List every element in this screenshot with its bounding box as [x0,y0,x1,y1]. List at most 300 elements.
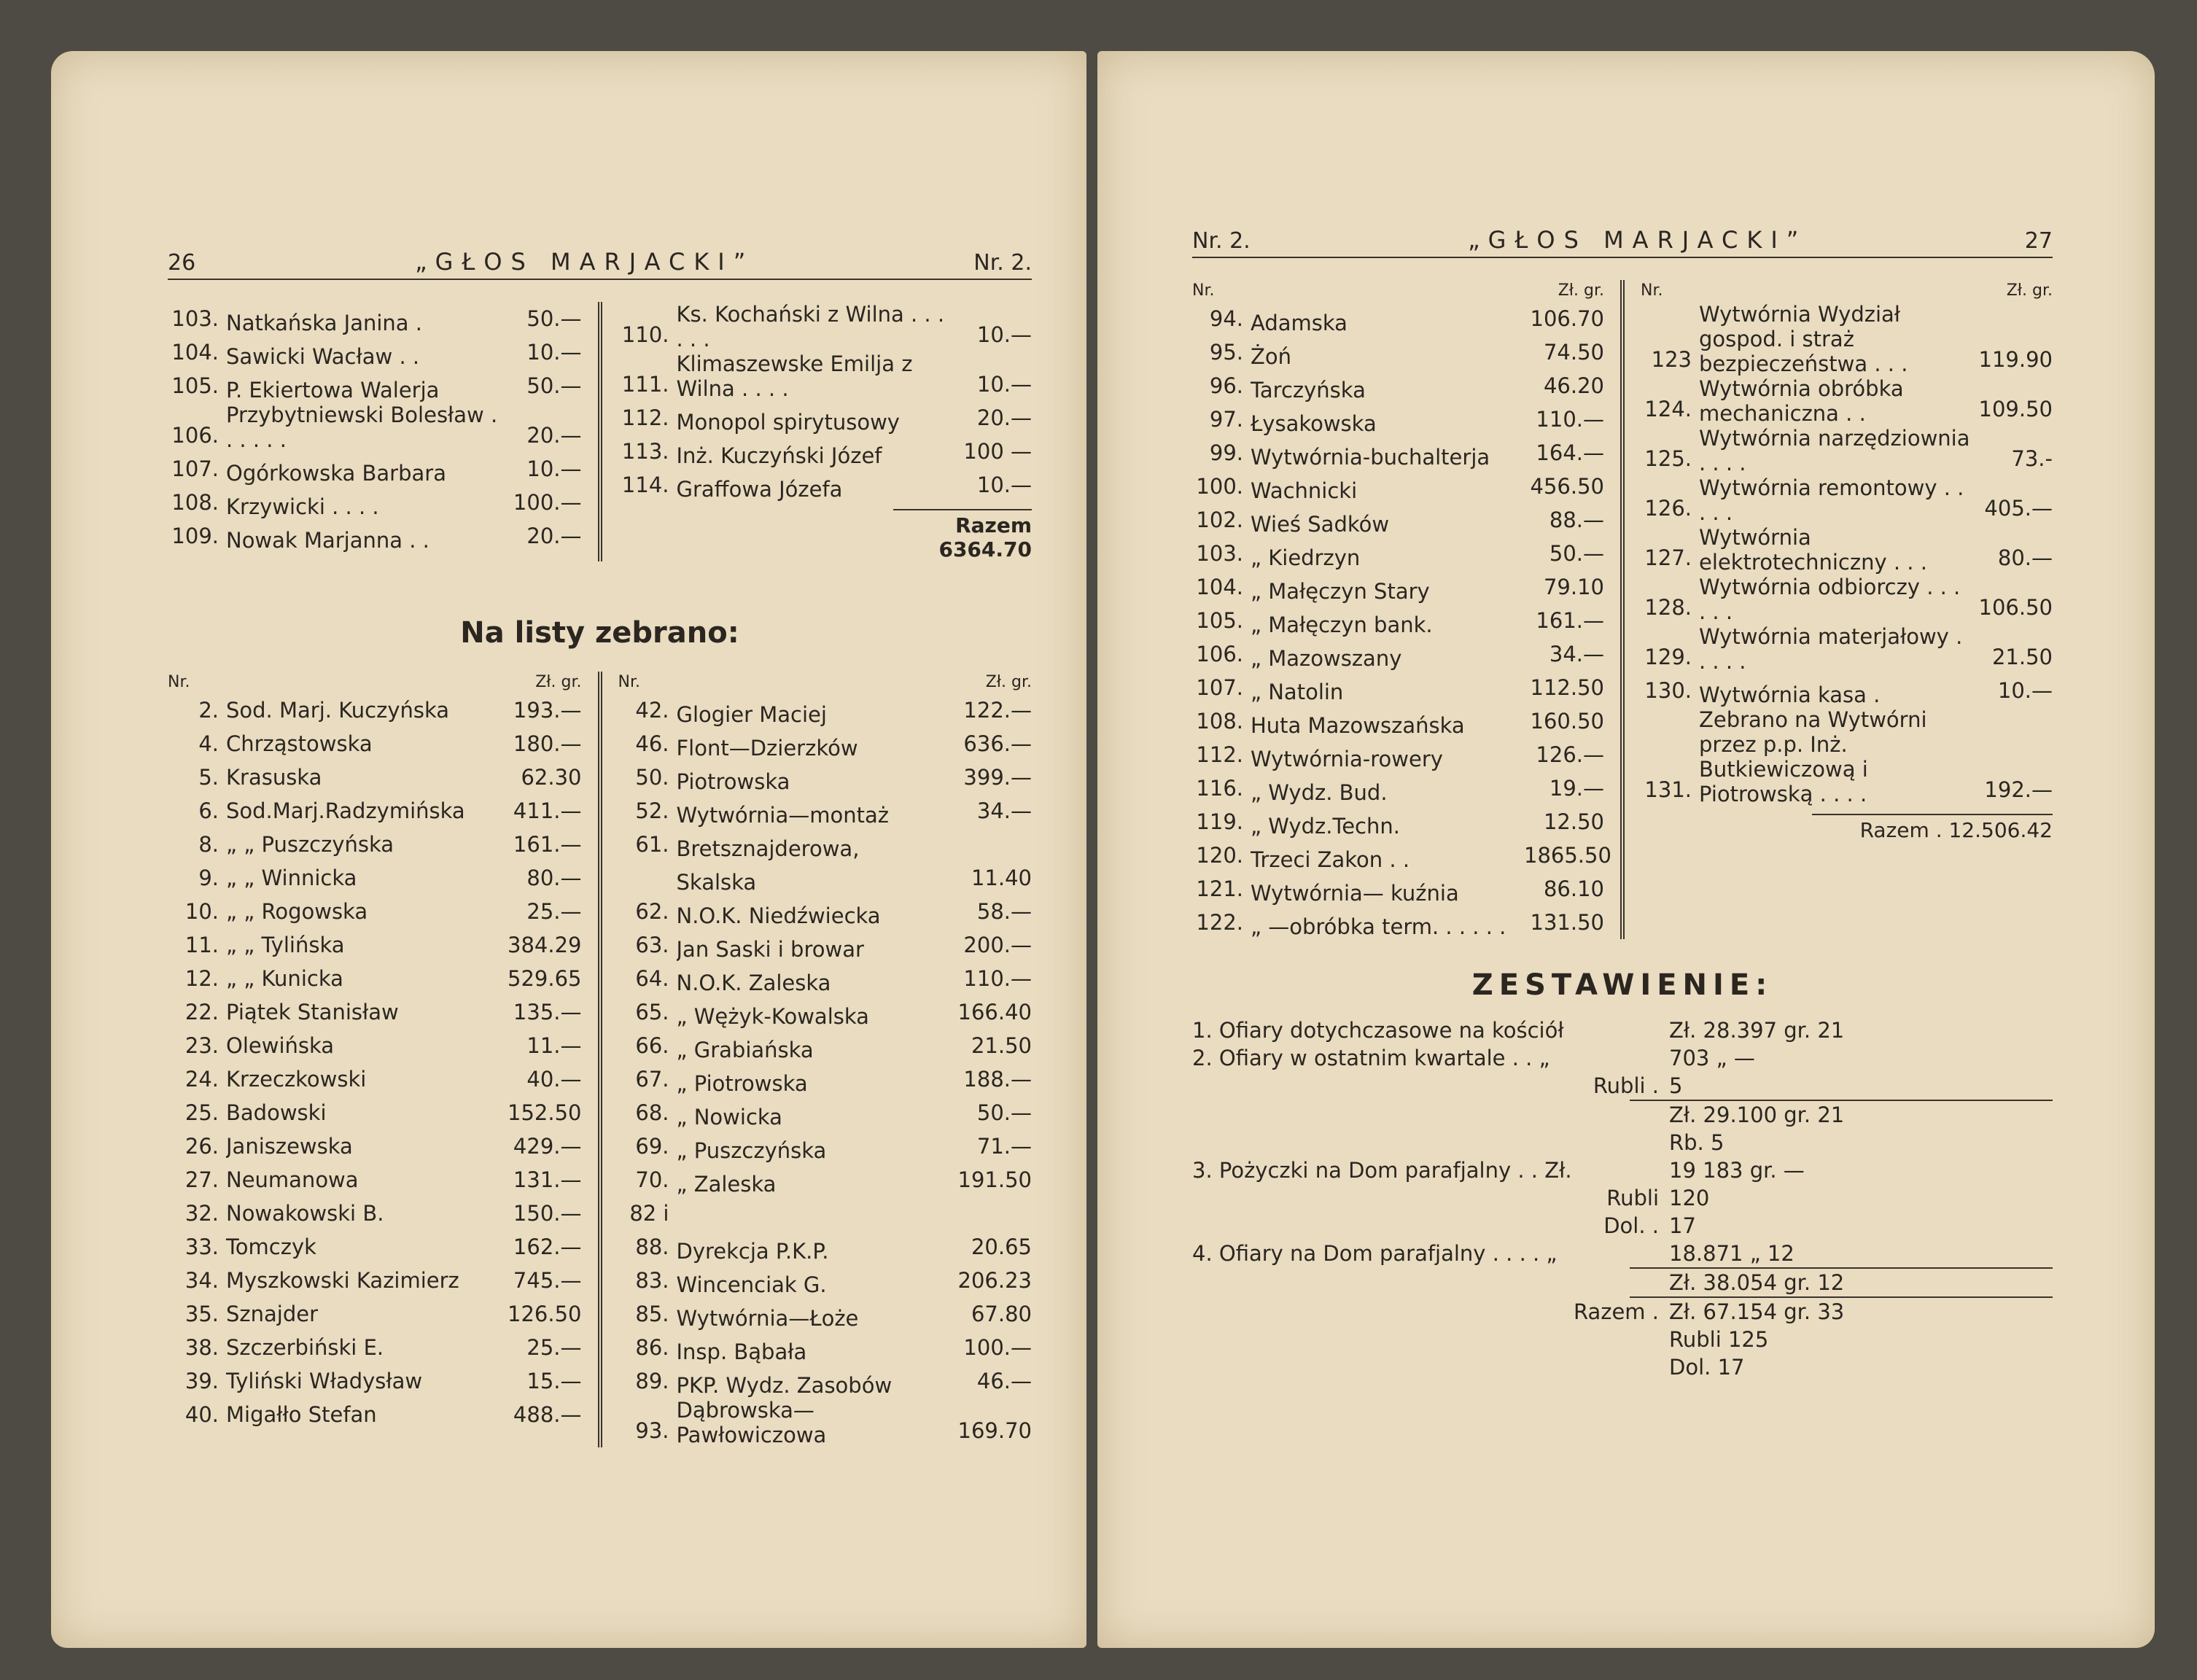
entry-amt: 106.70 [1530,306,1604,331]
entry-name: Piątek Stanisław [226,1000,399,1024]
entry-amt: 10.— [976,322,1032,347]
entry-nr: 66. [635,1033,669,1058]
list-item [618,1398,1033,1447]
entry-amt: 86.10 [1543,876,1604,901]
entry-name: „ Kiedrzyn [1251,545,1361,570]
summary-value: Zł. 38.054 gr. 12 [1669,1270,1845,1295]
list-item [1192,771,1604,805]
entry-name: Insp. Bąbała [676,1339,807,1364]
entry-name: „ „ Rogowska [226,899,368,924]
summary-row [1192,1156,2053,1184]
entry-amt: 488.— [513,1402,582,1427]
summary-row [1192,1240,2053,1267]
entry-name: Nowakowski B. [226,1201,384,1226]
list-item [618,1129,1033,1163]
list-item [1192,302,1604,335]
entry-name: Wytwórnia—Łoże [676,1306,859,1331]
list-item [618,861,1033,895]
entry-amt: 131.50 [1530,910,1604,935]
column-header [618,672,1033,693]
entry-amt: 456.50 [1530,474,1604,499]
entry-nr: 39. [184,1369,219,1393]
left-page [51,51,1086,1648]
entry-nr: 64. [635,966,669,991]
list-item [618,1297,1033,1331]
entry-nr: 112. [1196,742,1243,767]
summary-label: Dol. . [1603,1213,1659,1238]
entry-name: P. Ekiertowa Walerja [226,378,440,402]
right-col1 [1192,280,1611,939]
entry-nr: 102. [1196,508,1243,532]
entry-amt: 100 — [963,439,1032,464]
entry-name: „ „ Winnicka [226,866,357,890]
right-header [1192,226,2053,258]
list-item [618,1062,1033,1096]
entry-amt: 745.— [513,1268,582,1293]
list-item [168,1096,582,1129]
entry-name: Jan Saski i browar [676,937,864,962]
entry-name: Wytwórnia odbiorczy . . . . . . [1699,575,1961,624]
entry-amt: 126.50 [508,1302,582,1326]
entry-name: „ Zaleska [676,1172,777,1197]
summary-label: 1. Ofiary dotychczasowe na kościół [1192,1018,1564,1043]
entry-name: Ks. Kochański z Wilna . . . . . . [676,302,945,351]
entry-name: Adamska [1251,311,1348,335]
right-page-content [1192,226,2053,1381]
entry-name: „ Wydz. Bud. [1251,780,1388,805]
entry-amt: 67.80 [971,1302,1032,1326]
entry-name: Wytwórnia Wydział gospod. i straż bezpieczeństwa . . . [1699,302,1908,376]
right-page [1097,51,2155,1648]
summary-label: Rubli [1606,1186,1659,1210]
summary-table [1192,1016,2053,1381]
entry-amt: 206.23 [957,1268,1032,1293]
list-item [1192,637,1604,671]
list-item [618,1331,1033,1364]
entry-nr: 108. [1196,709,1243,734]
entry-amt: 110.— [963,966,1032,991]
list-item [168,1029,582,1062]
section-title: Na listy zebrano: [460,616,739,650]
entry-nr: 94. [1209,306,1243,331]
entry-nr: 114. [621,472,669,497]
list-item [168,1163,582,1197]
list-item [168,962,582,995]
entry-amt: 20.— [526,524,582,548]
list-item [618,761,1033,794]
list-item [618,302,1033,351]
list-item [168,761,582,794]
entry-amt: 10.— [526,340,582,365]
collection-col1 [168,672,582,1447]
list-item [618,727,1033,761]
entry-name: Wieś Sadków [1251,512,1390,537]
entry-name: Nowak Marjanna . . [226,528,429,553]
summary-value: 5 [1669,1073,1683,1098]
list-item [618,962,1033,995]
entry-nr: 26. [184,1134,219,1159]
entry-nr: 108. [171,490,219,515]
entry-nr: 105. [1196,608,1243,633]
entry-nr: 105. [171,373,219,398]
entry-name: Wytwórnia remontowy . . . . . [1699,475,1964,525]
right-total: Razem . 12.506.42 [1812,814,2053,842]
entry-nr: 103. [1196,541,1243,566]
summary-row [1192,1016,2053,1044]
entry-amt: 50.— [976,1100,1032,1125]
column-divider [1620,280,1625,939]
entry-amt: 152.50 [508,1100,582,1125]
entry-amt: 529.65 [508,966,582,991]
entry-name: „ Małęczyn bank. [1251,612,1433,637]
entry-amt: 131.— [513,1167,582,1192]
entry-nr: 33. [184,1234,219,1259]
entry-name: Piotrowska [676,769,790,794]
entry-amt: 164.— [1536,440,1604,465]
entry-nr: 122. [1196,910,1243,935]
entry-amt: 112.50 [1530,675,1604,700]
entry-amt: 429.— [513,1134,582,1159]
list-item [1192,839,1611,872]
list-item [168,335,582,369]
left-header [168,248,1032,280]
entry-nr: 121. [1196,876,1243,901]
col-nr-label: Nr. [618,673,640,691]
entry-name: „ —obróbka term. . . . . . [1251,914,1506,939]
list-item [168,1230,582,1264]
entry-name: Wytwórnia materjałowy . . . . . [1699,624,1963,674]
entry-name: Myszkowski Kazimierz [226,1268,459,1293]
entry-amt: 100.— [513,490,582,515]
entry-nr: 104. [171,340,219,365]
entry-amt: 161.— [513,832,582,857]
entry-amt: 21.50 [1991,645,2053,669]
list-item [168,895,582,928]
entry-amt: 20.— [976,405,1032,430]
entry-nr: 125. [1644,446,1692,471]
entry-name: Neumanowa [226,1167,359,1192]
entry-nr: 5. [198,765,219,790]
entry-nr: 124. [1644,397,1692,421]
list-item [168,693,582,727]
entry-name: „ „ Tylińska [226,933,345,957]
entry-nr: 67. [635,1067,669,1092]
entry-amt: 10.— [1997,678,2053,703]
entry-nr: 10. [184,899,219,924]
entry-amt: 10.— [976,372,1032,397]
summary-value: Zł. 67.154 gr. 33 [1669,1299,1845,1324]
list-item [1192,604,1604,637]
left-page-content [168,248,1032,1447]
entry-nr: 61. [635,832,669,857]
top-list-col2 [618,302,1033,561]
entry-nr: 68. [635,1100,669,1125]
collection-list [168,672,1032,1447]
collection-col2 [618,672,1033,1447]
entry-amt: 34.— [976,798,1032,823]
entry-amt: 180.— [513,731,582,756]
entry-amt: 191.50 [957,1167,1032,1192]
entry-name: Krzywicki . . . . [226,494,379,519]
entry-nr: 4. [198,731,219,756]
entry-nr: 11. [184,933,219,957]
entry-nr: 46. [635,731,669,756]
list-item [618,1264,1033,1297]
summary-label: Rubli . [1593,1073,1659,1098]
list-item [618,435,1033,468]
list-item [1192,704,1604,738]
entry-nr: 86. [635,1335,669,1360]
entry-nr: 119. [1196,809,1243,834]
list-item [1641,376,2053,426]
summary-row [1192,1101,2053,1129]
entry-nr: 40. [184,1402,219,1427]
entry-amt: 126.— [1536,742,1604,767]
entry-amt: 166.40 [957,1000,1032,1024]
entry-amt: 169.70 [957,1418,1032,1443]
list-item [168,1197,582,1230]
entry-name: Wincenciak G. [676,1272,827,1297]
entry-name: „ Wężyk-Kowalska [676,1004,869,1029]
entry-amt: 160.50 [1530,709,1604,734]
summary-label [1192,1269,1669,1296]
entry-nr: 113. [621,439,669,464]
col-zl-label: Zł. gr. [2006,281,2053,300]
list-item [618,828,1033,861]
col-nr-label: Nr. [1192,281,1215,300]
summary-label [1192,1101,1669,1129]
entry-amt: 411.— [513,798,582,823]
entry-amt: 119.90 [1978,347,2053,372]
entry-amt: 1865.50 [1524,843,1611,868]
entry-nr: 22. [184,1000,219,1024]
entry-nr: 97. [1209,407,1243,432]
list-item [168,727,582,761]
entry-amt: 192.— [1984,777,2053,802]
summary-value: 703 „ — [1669,1046,1755,1070]
list-item [1641,575,2053,624]
col-zl-label: Zł. gr. [1558,281,1604,300]
entry-nr: 99. [1209,440,1243,465]
list-item [168,1129,582,1163]
entry-name: „ „ Puszczyńska [226,832,394,857]
issue-number: Nr. 2. [973,250,1032,276]
list-item [1192,738,1604,771]
entry-name: Wytwórnia-rowery [1251,747,1443,771]
summary-label: 4. Ofiary na Dom parafjalny . . . . „ [1192,1241,1558,1266]
entry-name: Szczerbiński E. [226,1335,384,1360]
entry-amt: 50.— [526,373,582,398]
entry-nr: 126. [1644,496,1692,521]
entry-amt: 10.— [526,456,582,481]
entry-amt: 88.— [1549,508,1604,532]
entry-name: Monopol spirytusowy [676,410,900,435]
entry-nr: 107. [1196,675,1243,700]
list-item [168,995,582,1029]
col-nr-label: Nr. [168,673,190,691]
entry-amt: 193.— [513,698,582,723]
entry-name: Sznajder [226,1302,319,1326]
entry-name: Wytwórnia kasa . [1699,682,1881,707]
summary-label: 3. Pożyczki na Dom parafjalny . . Zł. [1192,1158,1572,1183]
list-item [1641,475,2053,525]
entry-nr: 89. [635,1369,669,1393]
entry-amt: 80.— [526,866,582,890]
entry-nr: 42. [635,698,669,723]
list-item [168,1062,582,1096]
entry-nr: 52. [635,798,669,823]
summary-value: 18.871 „ 12 [1669,1241,1794,1266]
list-item [168,452,582,486]
entry-nr: 27. [184,1167,219,1192]
entry-amt: 79.10 [1543,575,1604,599]
entry-name: Wytwórnia-buchalterja [1251,445,1490,470]
entry-amt: 50.— [526,306,582,331]
entry-name: N.O.K. Zaleska [676,971,831,995]
entry-name: „ Nowicka [676,1105,782,1129]
list-item [618,693,1033,727]
entry-nr: 38. [184,1335,219,1360]
page-number: 27 [2024,228,2053,254]
list-item [618,1163,1033,1197]
entry-name: Wytwórnia narzędziownia . . . . [1699,426,1970,475]
entry-nr: 83. [635,1268,669,1293]
summary-row [1192,1044,2053,1072]
entry-name: Tarczyńska [1251,378,1366,402]
summary-value: Dol. 17 [1669,1355,1745,1380]
list-item [1641,624,2053,674]
summary-label [1192,1129,1669,1156]
list-item [1192,470,1604,503]
issue-number: Nr. 2. [1192,228,1251,254]
entry-nr: 131. [1644,777,1692,802]
entry-name: N.O.K. Niedźwiecka [676,903,881,928]
summary-row [1192,1298,2053,1326]
entry-amt: 40.— [526,1067,582,1092]
entry-nr: 128. [1644,595,1692,620]
entry-nr: 103. [171,306,219,331]
entry-amt: 11.— [526,1033,582,1058]
entry-name: Sod. Marj. Kuczyńska [226,698,450,723]
entry-amt: 405.— [1984,496,2053,521]
summary-value: Zł. 28.397 gr. 21 [1669,1018,1845,1043]
list-item [618,1364,1033,1398]
list-item [168,486,582,519]
entry-nr: 65. [635,1000,669,1024]
col-zl-label: Zł. gr. [535,673,582,691]
entry-name: Bretsznajderowa, [676,836,860,861]
list-item [1641,674,2053,707]
list-item [168,1331,582,1364]
entry-name: Zebrano na Wytwórni przez p.p. Inż. Butkiewiczową i Piotrowską . . . . [1699,707,1927,806]
summary-value: Zł. 29.100 gr. 21 [1669,1102,1845,1127]
entry-name: Wytwórnia—montaż [676,803,890,828]
summary-label [1192,1353,1669,1381]
entry-name: „ Grabiańska [676,1038,814,1062]
list-item [168,369,582,402]
list-item [168,828,582,861]
list-item [1192,570,1604,604]
list-item [1192,906,1604,939]
list-item [168,1398,582,1431]
entry-name: Ogórkowska Barbara [226,461,446,486]
entry-amt: 20.— [526,423,582,448]
entry-amt: 161.— [1536,608,1604,633]
right-list [1192,280,2053,939]
journal-title: „GŁOS MARJACKI” [415,248,755,276]
list-item [1192,503,1604,537]
list-item [1641,525,2053,575]
list-item [1192,537,1604,570]
entry-name: Natkańska Janina . [226,311,423,335]
entry-name: Graffowa Józefa [676,477,843,502]
entry-nr: 8. [198,832,219,857]
entry-nr: 32. [184,1201,219,1226]
entry-amt: 188.— [963,1067,1032,1092]
entry-nr: 85. [635,1302,669,1326]
entry-name: Dąbrowska—Pawłowiczowa [676,1398,827,1447]
summary-value: Rb. 5 [1669,1130,1724,1155]
list-item [168,1297,582,1331]
col-nr-label: Nr. [1641,281,1663,300]
summary-row [1192,1326,2053,1353]
entry-amt: 162.— [513,1234,582,1259]
entry-nr: 9. [198,866,219,890]
entry-amt: 25.— [526,899,582,924]
entry-nr: 93. [635,1418,669,1443]
summary-row [1192,1269,2053,1296]
entry-amt: 100.— [963,1335,1032,1360]
entry-nr: 35. [184,1302,219,1326]
list-item [618,928,1033,962]
list-item [1192,671,1604,704]
entry-nr: 70. [635,1167,669,1192]
entry-amt: 20.65 [971,1234,1032,1259]
entry-name: Trzeci Zakon . . [1251,847,1410,872]
entry-amt: 34.— [1549,642,1604,666]
entry-name: Dyrekcja P.K.P. [676,1239,829,1264]
entry-name: Żoń [1251,344,1291,369]
entry-nr: 12. [184,966,219,991]
list-item [168,928,582,962]
entry-amt: 12.50 [1543,809,1604,834]
entry-amt: 15.— [526,1369,582,1393]
column-divider [598,302,602,561]
entry-name: „ Małęczyn Stary [1251,579,1430,604]
list-item [168,1364,582,1398]
entry-nr: 127. [1644,545,1692,570]
list-item [618,351,1033,401]
entry-nr: 62. [635,899,669,924]
entry-nr: 116. [1196,776,1243,801]
entry-amt: 25.— [526,1335,582,1360]
journal-title: „GŁOS MARJACKI” [1468,226,1808,254]
entry-nr: 50. [635,765,669,790]
list-item [1192,402,1604,436]
entry-name: „ Natolin [1251,680,1344,704]
list-item [1192,872,1604,906]
list-item [618,468,1033,502]
entry-nr: 107. [171,456,219,481]
column-header [1641,280,2053,302]
entry-amt: 109.50 [1978,397,2053,421]
summary-title: ZESTAWIENIE: [1471,968,1773,1002]
entry-name: Sawicki Wacław . . [226,344,420,369]
entry-amt: 110.— [1536,407,1604,432]
entry-nr: 106. [1196,642,1243,666]
entry-name: Badowski [226,1100,327,1125]
summary-row [1192,1212,2053,1240]
